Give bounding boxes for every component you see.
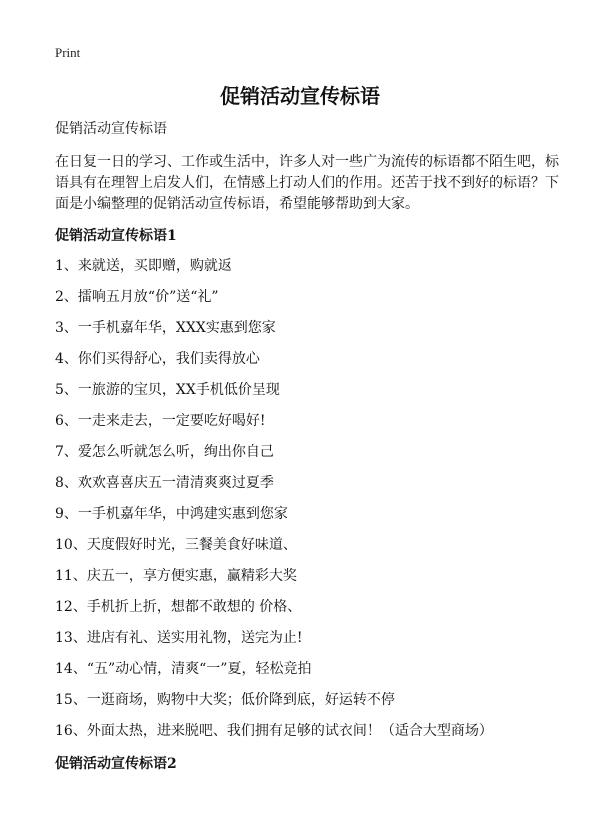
section-heading-2: 促销活动宣传标语2 — [55, 756, 177, 772]
list-item: 4、你们买得舒心，我们卖得放心 — [55, 351, 260, 367]
list-item: 7、爱怎么听就怎么听，绚出你自己 — [55, 444, 274, 460]
list-item: 3、一手机嘉年华，XXX实惠到您家 — [55, 320, 276, 336]
section-heading-1: 促销活动宣传标语1 — [55, 228, 177, 244]
list-item: 2、擂响五月放“价”送“礼” — [55, 289, 219, 305]
list-item: 12、手机折上折，想都不敢想的 价格、 — [55, 599, 302, 615]
list-item: 8、欢欢喜喜庆五一清清爽爽过夏季 — [55, 475, 274, 491]
list-item: 16、外面太热，进来脱吧、我们拥有足够的试衣间！（适合大型商场） — [55, 723, 493, 739]
list-item: 1、来就送，买即赠，购就返 — [55, 258, 232, 274]
subtitle: 促销活动宣传标语 — [55, 121, 167, 137]
list-item: 11、庆五一，享方便实惠，赢精彩大奖 — [55, 568, 297, 584]
list-item: 6、一走来走去，一定要吃好喝好! — [55, 413, 266, 429]
list-item: 13、进店有礼、送实用礼物，送完为止! — [55, 630, 303, 646]
list-item: 14、“五”动心情，清爽“一”夏，轻松竞拍 — [55, 661, 312, 677]
slogan-list — [55, 255, 570, 751]
list-item: 5、一旅游的宝贝，XX手机低价呈现 — [55, 382, 280, 398]
page-title: 促销活动宣传标语 — [220, 84, 380, 108]
list-item: 15、一逛商场，购物中大奖；低价降到底，好运转不停 — [55, 692, 395, 708]
document-body — [55, 118, 570, 775]
intro-paragraph: 在日复一日的学习、工作或生活中，许多人对一些广为流传的标语都不陌生吧，标语具有在理智上启发人们，在情感上打动人们的作用。还苦于找不到好的标语？下面是小编整理的促销活动宣传标语，希望能够帮助到大家。 — [55, 154, 559, 212]
list-item: 9、一手机嘉年华，中鸿建实惠到您家 — [55, 506, 288, 522]
print-link[interactable]: Print — [55, 45, 81, 60]
list-item: 10、天度假好时光，三餐美食好味道、 — [55, 537, 297, 553]
